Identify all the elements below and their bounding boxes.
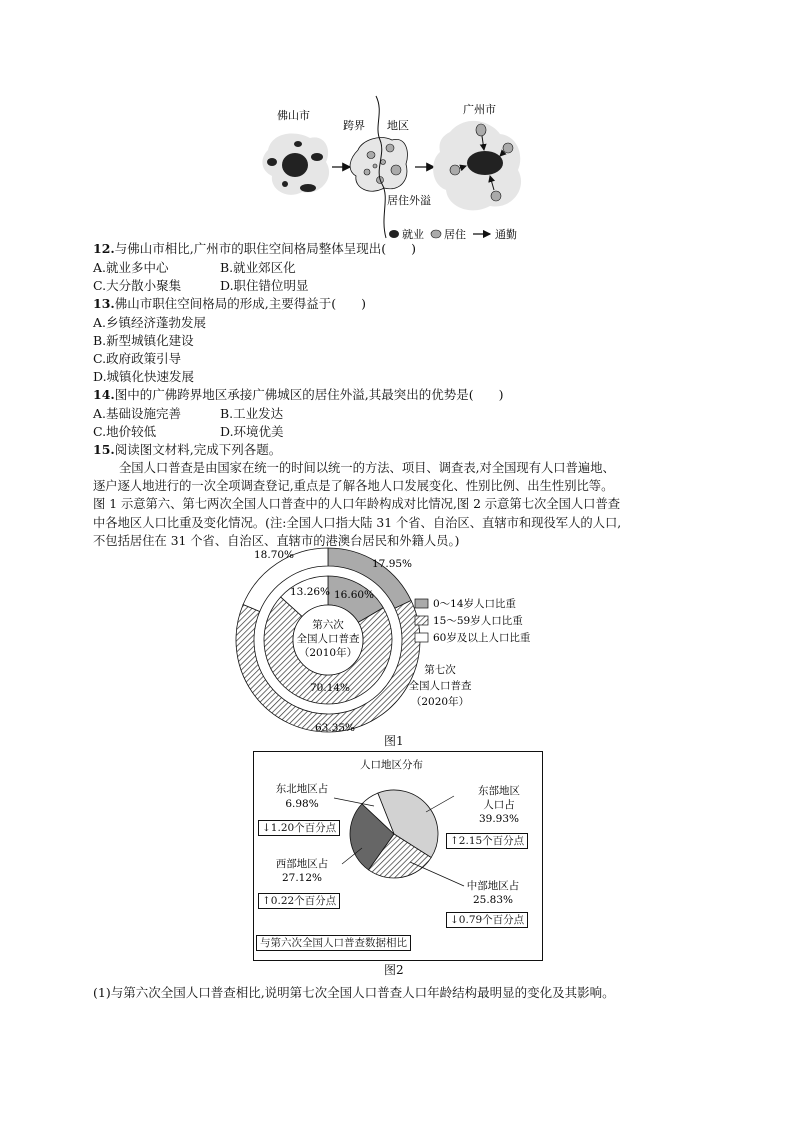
fig2-title: 人口地区分布 bbox=[360, 759, 423, 771]
material-line: 全国人口普查是由国家在统一的时间以统一的方法、项目、调查表,对全国现有人口普遍地、 bbox=[119, 461, 615, 475]
west-line-1: 西部地区占 bbox=[275, 858, 329, 870]
west-line-2: 27.12% bbox=[281, 872, 323, 884]
q15-number: 15. bbox=[93, 442, 115, 457]
question-14 bbox=[93, 386, 503, 403]
material-line: 中各地区人口比重及变化情况。(注:全国人口指大陆 31 个省、自治区、直辖市和现役军人的人口, bbox=[93, 515, 622, 530]
foshan-job-node bbox=[294, 141, 302, 147]
center-line-2: 全国人口普查 bbox=[296, 633, 360, 645]
legend-jiuye-swatch bbox=[389, 230, 399, 238]
residence-node bbox=[503, 143, 513, 153]
q12-option-a[interactable]: A.就业多中心 bbox=[93, 260, 169, 275]
material-line: 不包括居住在 31 个省、自治区、直辖市的港澳台居民和外籍人员。) bbox=[93, 533, 460, 548]
west-change-badge: ↑0.22个百分点 bbox=[258, 893, 340, 909]
figure-2-caption: 图2 bbox=[384, 963, 404, 977]
residence-node bbox=[367, 152, 375, 159]
northeast-change-badge: ↓1.20个百分点 bbox=[258, 820, 340, 836]
residence-node bbox=[364, 169, 370, 175]
juzhu-waiyi-label: 居住外溢 bbox=[387, 194, 431, 207]
label-6th-60plus: 13.26% bbox=[290, 586, 331, 598]
q14-option-a[interactable]: A.基础设施完善 bbox=[93, 406, 182, 421]
foshan-job-node bbox=[300, 184, 316, 192]
q14-number: 14. bbox=[93, 387, 115, 402]
foshan-job-center bbox=[282, 153, 308, 177]
q15-stem: 阅读图文材料,完成下列各题。 bbox=[114, 442, 282, 457]
question-15 bbox=[93, 441, 281, 458]
q12-number: 12. bbox=[93, 241, 115, 256]
central-line-2: 25.83% bbox=[472, 894, 514, 906]
legend-swatch-60plus bbox=[415, 633, 428, 642]
diqu-label: 地区 bbox=[387, 119, 409, 132]
residence-node bbox=[386, 144, 394, 152]
legend-15-59: 15～59岁人口比重 bbox=[433, 615, 523, 627]
q14-option-c[interactable]: C.地价较低 bbox=[93, 424, 157, 439]
outer-title-line-2: 全国人口普查 bbox=[408, 680, 472, 692]
material-line: 逐户逐人地进行的一次全项调查登记,重点是了解各地人口发展变化、性别比例、出生性别比等。 bbox=[93, 479, 614, 494]
label-7th-15-59: 63.35% bbox=[315, 722, 356, 734]
q14-option-b[interactable]: B.工业发达 bbox=[220, 406, 284, 421]
q13-option-c[interactable]: C.政府政策引导 bbox=[93, 351, 182, 366]
question-12 bbox=[93, 240, 416, 257]
q12-option-c[interactable]: C.大分散小聚集 bbox=[93, 278, 182, 293]
east-change-badge: ↑2.15个百分点 bbox=[446, 833, 528, 849]
q13-stem: 佛山市职住空间格局的形成,主要得益于( ) bbox=[114, 296, 366, 311]
label-6th-0-14: 16.60% bbox=[334, 589, 375, 601]
northeast-line-2: 6.98% bbox=[285, 798, 319, 810]
residence-node bbox=[373, 164, 377, 168]
legend-tongqin: 通勤 bbox=[495, 228, 517, 241]
legend-swatch-0-14 bbox=[415, 599, 428, 608]
q15-material bbox=[93, 459, 703, 550]
sub-question-1: (1)与第六次全国人口普查相比,说明第七次全国人口普查人口年龄结构最明显的变化及其影响。 bbox=[93, 985, 615, 1000]
label-7th-0-14: 17.95% bbox=[372, 558, 413, 570]
question-13 bbox=[93, 295, 366, 312]
foshan-job-node bbox=[311, 153, 323, 161]
age-structure-donut-chart bbox=[230, 545, 570, 745]
kuajie-label: 跨界 bbox=[343, 119, 365, 132]
q12-option-b[interactable]: B.就业郊区化 bbox=[220, 260, 296, 275]
legend-jiuye: 就业 bbox=[402, 228, 424, 241]
leader-central bbox=[410, 862, 464, 886]
legend-juzhu-swatch bbox=[431, 230, 441, 238]
label-7th-60plus: 18.70% bbox=[254, 549, 295, 561]
center-line-3: （2010年） bbox=[298, 647, 358, 659]
outer-title-line-3: （2020年） bbox=[410, 696, 470, 708]
figure-1-caption: 图1 bbox=[384, 734, 404, 748]
residence-node bbox=[476, 124, 486, 136]
center-line-1: 第六次 bbox=[312, 619, 344, 631]
q13-option-a[interactable]: A.乡镇经济蓬勃发展 bbox=[93, 315, 207, 330]
q13-option-b[interactable]: B.新型城镇化建设 bbox=[93, 333, 194, 348]
residence-node bbox=[450, 165, 460, 175]
leader-east bbox=[426, 796, 454, 812]
east-line-2: 人口占 bbox=[483, 799, 515, 811]
residence-node bbox=[491, 191, 501, 201]
guangzhou-job-center bbox=[467, 151, 503, 175]
q14-stem: 图中的广佛跨界地区承接广佛城区的居住外溢,其最突出的优势是( ) bbox=[114, 387, 504, 402]
label-6th-15-59: 70.14% bbox=[310, 682, 351, 694]
northeast-line-1: 东北地区占 bbox=[275, 783, 329, 795]
q13-number: 13. bbox=[93, 296, 115, 311]
east-line-1: 东部地区 bbox=[478, 785, 520, 797]
q14-option-d[interactable]: D.环境优美 bbox=[220, 424, 284, 439]
guangzhou-label: 广州市 bbox=[463, 103, 496, 116]
q13-option-d[interactable]: D.城镇化快速发展 bbox=[93, 369, 195, 384]
outer-title-line-1: 第七次 bbox=[424, 664, 456, 676]
foshan-job-node bbox=[282, 181, 288, 187]
east-line-3: 39.93% bbox=[478, 813, 520, 825]
q12-option-d[interactable]: D.职住错位明显 bbox=[220, 278, 309, 293]
residence-node bbox=[381, 160, 386, 165]
residence-node bbox=[391, 165, 401, 175]
foshan-label: 佛山市 bbox=[277, 109, 310, 122]
legend-swatch-15-59 bbox=[415, 616, 428, 625]
central-change-badge: ↓0.79个百分点 bbox=[446, 912, 528, 928]
legend-juzhu: 居住 bbox=[444, 228, 466, 241]
legend-60plus: 60岁及以上人口比重 bbox=[433, 632, 531, 644]
foshan-job-node bbox=[267, 158, 277, 166]
material-line: 图 1 示意第六、第七两次全国人口普查中的人口年龄构成对比情况,图 2 示意第七次全国人口普查 bbox=[93, 497, 621, 512]
q12-stem: 与佛山市相比,广州市的职住空间格局整体呈现出( ) bbox=[114, 241, 416, 256]
legend-0-14: 0～14岁人口比重 bbox=[433, 598, 517, 610]
central-line-1: 中部地区占 bbox=[466, 880, 520, 892]
comparison-note: 与第六次全国人口普查数据相比 bbox=[256, 935, 411, 951]
commute-diagram bbox=[250, 92, 550, 242]
